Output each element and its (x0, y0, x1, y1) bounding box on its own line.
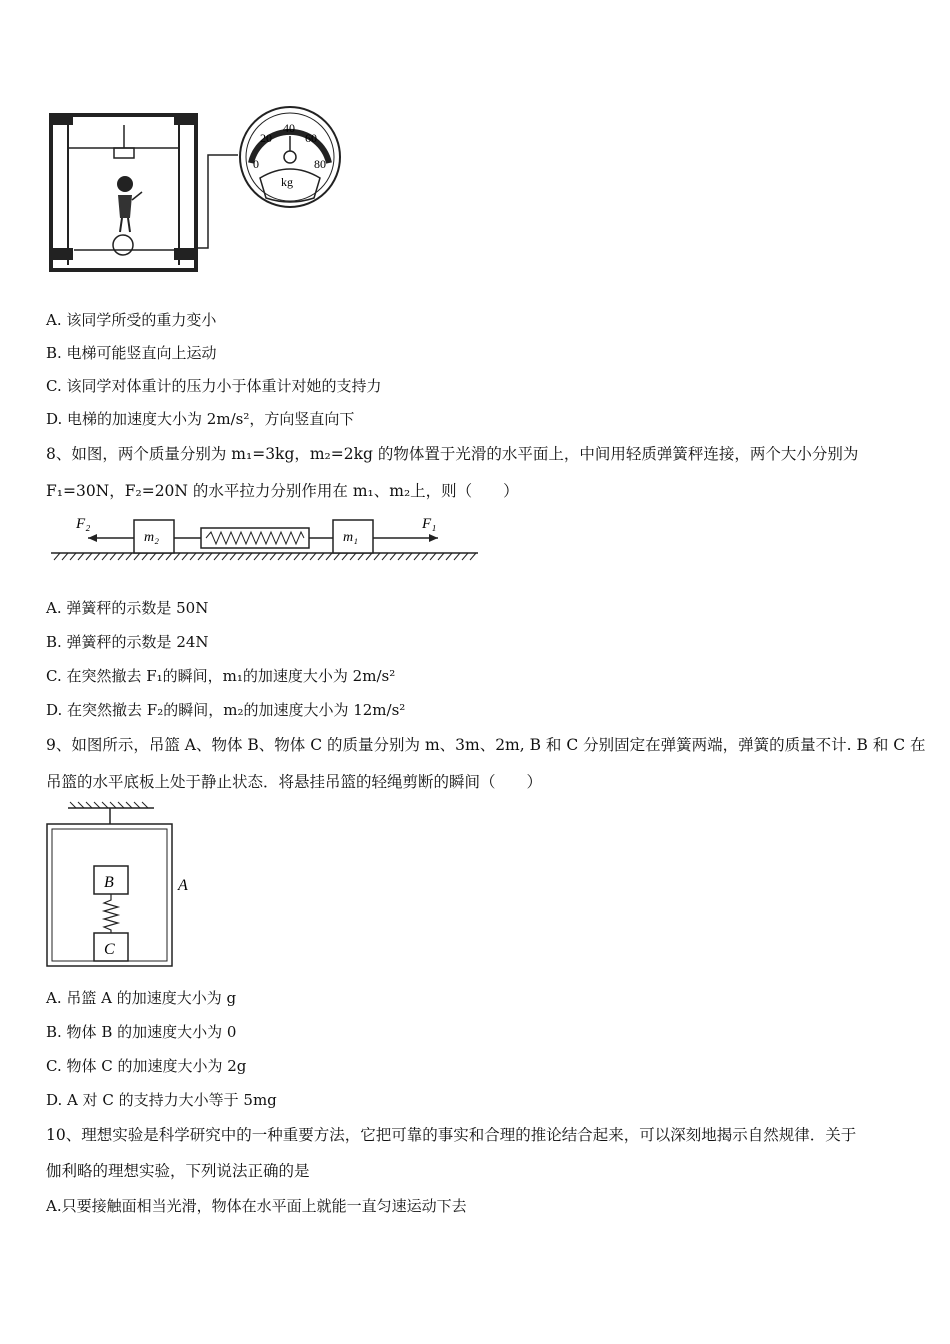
dial-tick-60: 60 (305, 131, 317, 145)
dial-unit: kg (281, 175, 293, 189)
q9-option-a: A. 吊篮 A 的加速度大小为 g (46, 989, 237, 1007)
dial-tick-40: 40 (283, 121, 295, 135)
q8-stem-line1: 8、如图，两个质量分别为 m₁=3kg，m₂=2kg 的物体置于光滑的水平面上，中间用轻质弹簧秤连接，两个大小分别为 (46, 445, 859, 463)
q10-stem-line2: 伽利略的理想实验，下列说法正确的是 (46, 1162, 310, 1180)
q10-option-a: A.只要接触面相当光滑，物体在水平面上就能一直匀速运动下去 (46, 1197, 467, 1215)
q9-option-d: D. A 对 C 的支持力大小等于 5mg (46, 1091, 277, 1109)
q9-stem-line2: 吊篮的水平底板上处于静止状态．将悬挂吊篮的轻绳剪断的瞬间（ ） (46, 773, 543, 791)
q8-option-d: D. 在突然撤去 F₂的瞬间，m₂的加速度大小为 12m/s² (46, 701, 406, 719)
label-m2: m₂ (144, 530, 159, 545)
label-B: B (104, 874, 114, 891)
dial-tick-0: 0 (253, 157, 259, 171)
q7-option-d: D. 电梯的加速度大小为 2m/s²，方向竖直向下 (46, 410, 355, 428)
label-F2: F₂ (76, 516, 91, 532)
q10-stem-line1: 10、理想实验是科学研究中的一种重要方法，它把可靠的事实和合理的推论结合起来，可以深刻地揭示自然规律．关于 (46, 1126, 857, 1144)
q8-option-b: B. 弹簧秤的示数是 24N (46, 633, 209, 651)
q9-option-b: B. 物体 B 的加速度大小为 0 (46, 1023, 237, 1041)
dial-tick-20: 20 (260, 131, 272, 145)
label-F1: F₁ (422, 516, 437, 532)
q7-option-c: C. 该同学对体重计的压力小于体重计对她的支持力 (46, 377, 382, 395)
label-m1: m₁ (343, 530, 358, 545)
q8-option-a: A. 弹簧秤的示数是 50N (46, 599, 209, 617)
q8-option-c: C. 在突然撤去 F₁的瞬间，m₁的加速度大小为 2m/s² (46, 667, 396, 685)
q9-option-c: C. 物体 C 的加速度大小为 2g (46, 1057, 247, 1075)
label-A: A (178, 877, 188, 894)
q9-stem-line1: 9、如图所示，吊篮 A、物体 B、物体 C 的质量分别为 m、3m、2m, B 和 C 分别固定在弹簧两端，弹簧的质量不计. B 和 C 在 (46, 736, 926, 754)
label-C: C (104, 941, 115, 958)
q7-option-a: A. 该同学所受的重力变小 (46, 311, 217, 329)
basket-spring-figure (44, 800, 204, 970)
q8-stem-line2: F₁=30N，F₂=20N 的水平拉力分别作用在 m₁、m₂上，则（ ） (46, 482, 519, 500)
spring-balance-figure (46, 512, 486, 564)
dial-tick-80: 80 (314, 157, 326, 171)
q7-option-b: B. 电梯可能竖直向上运动 (46, 344, 217, 362)
elevator-scale-figure (46, 100, 356, 275)
